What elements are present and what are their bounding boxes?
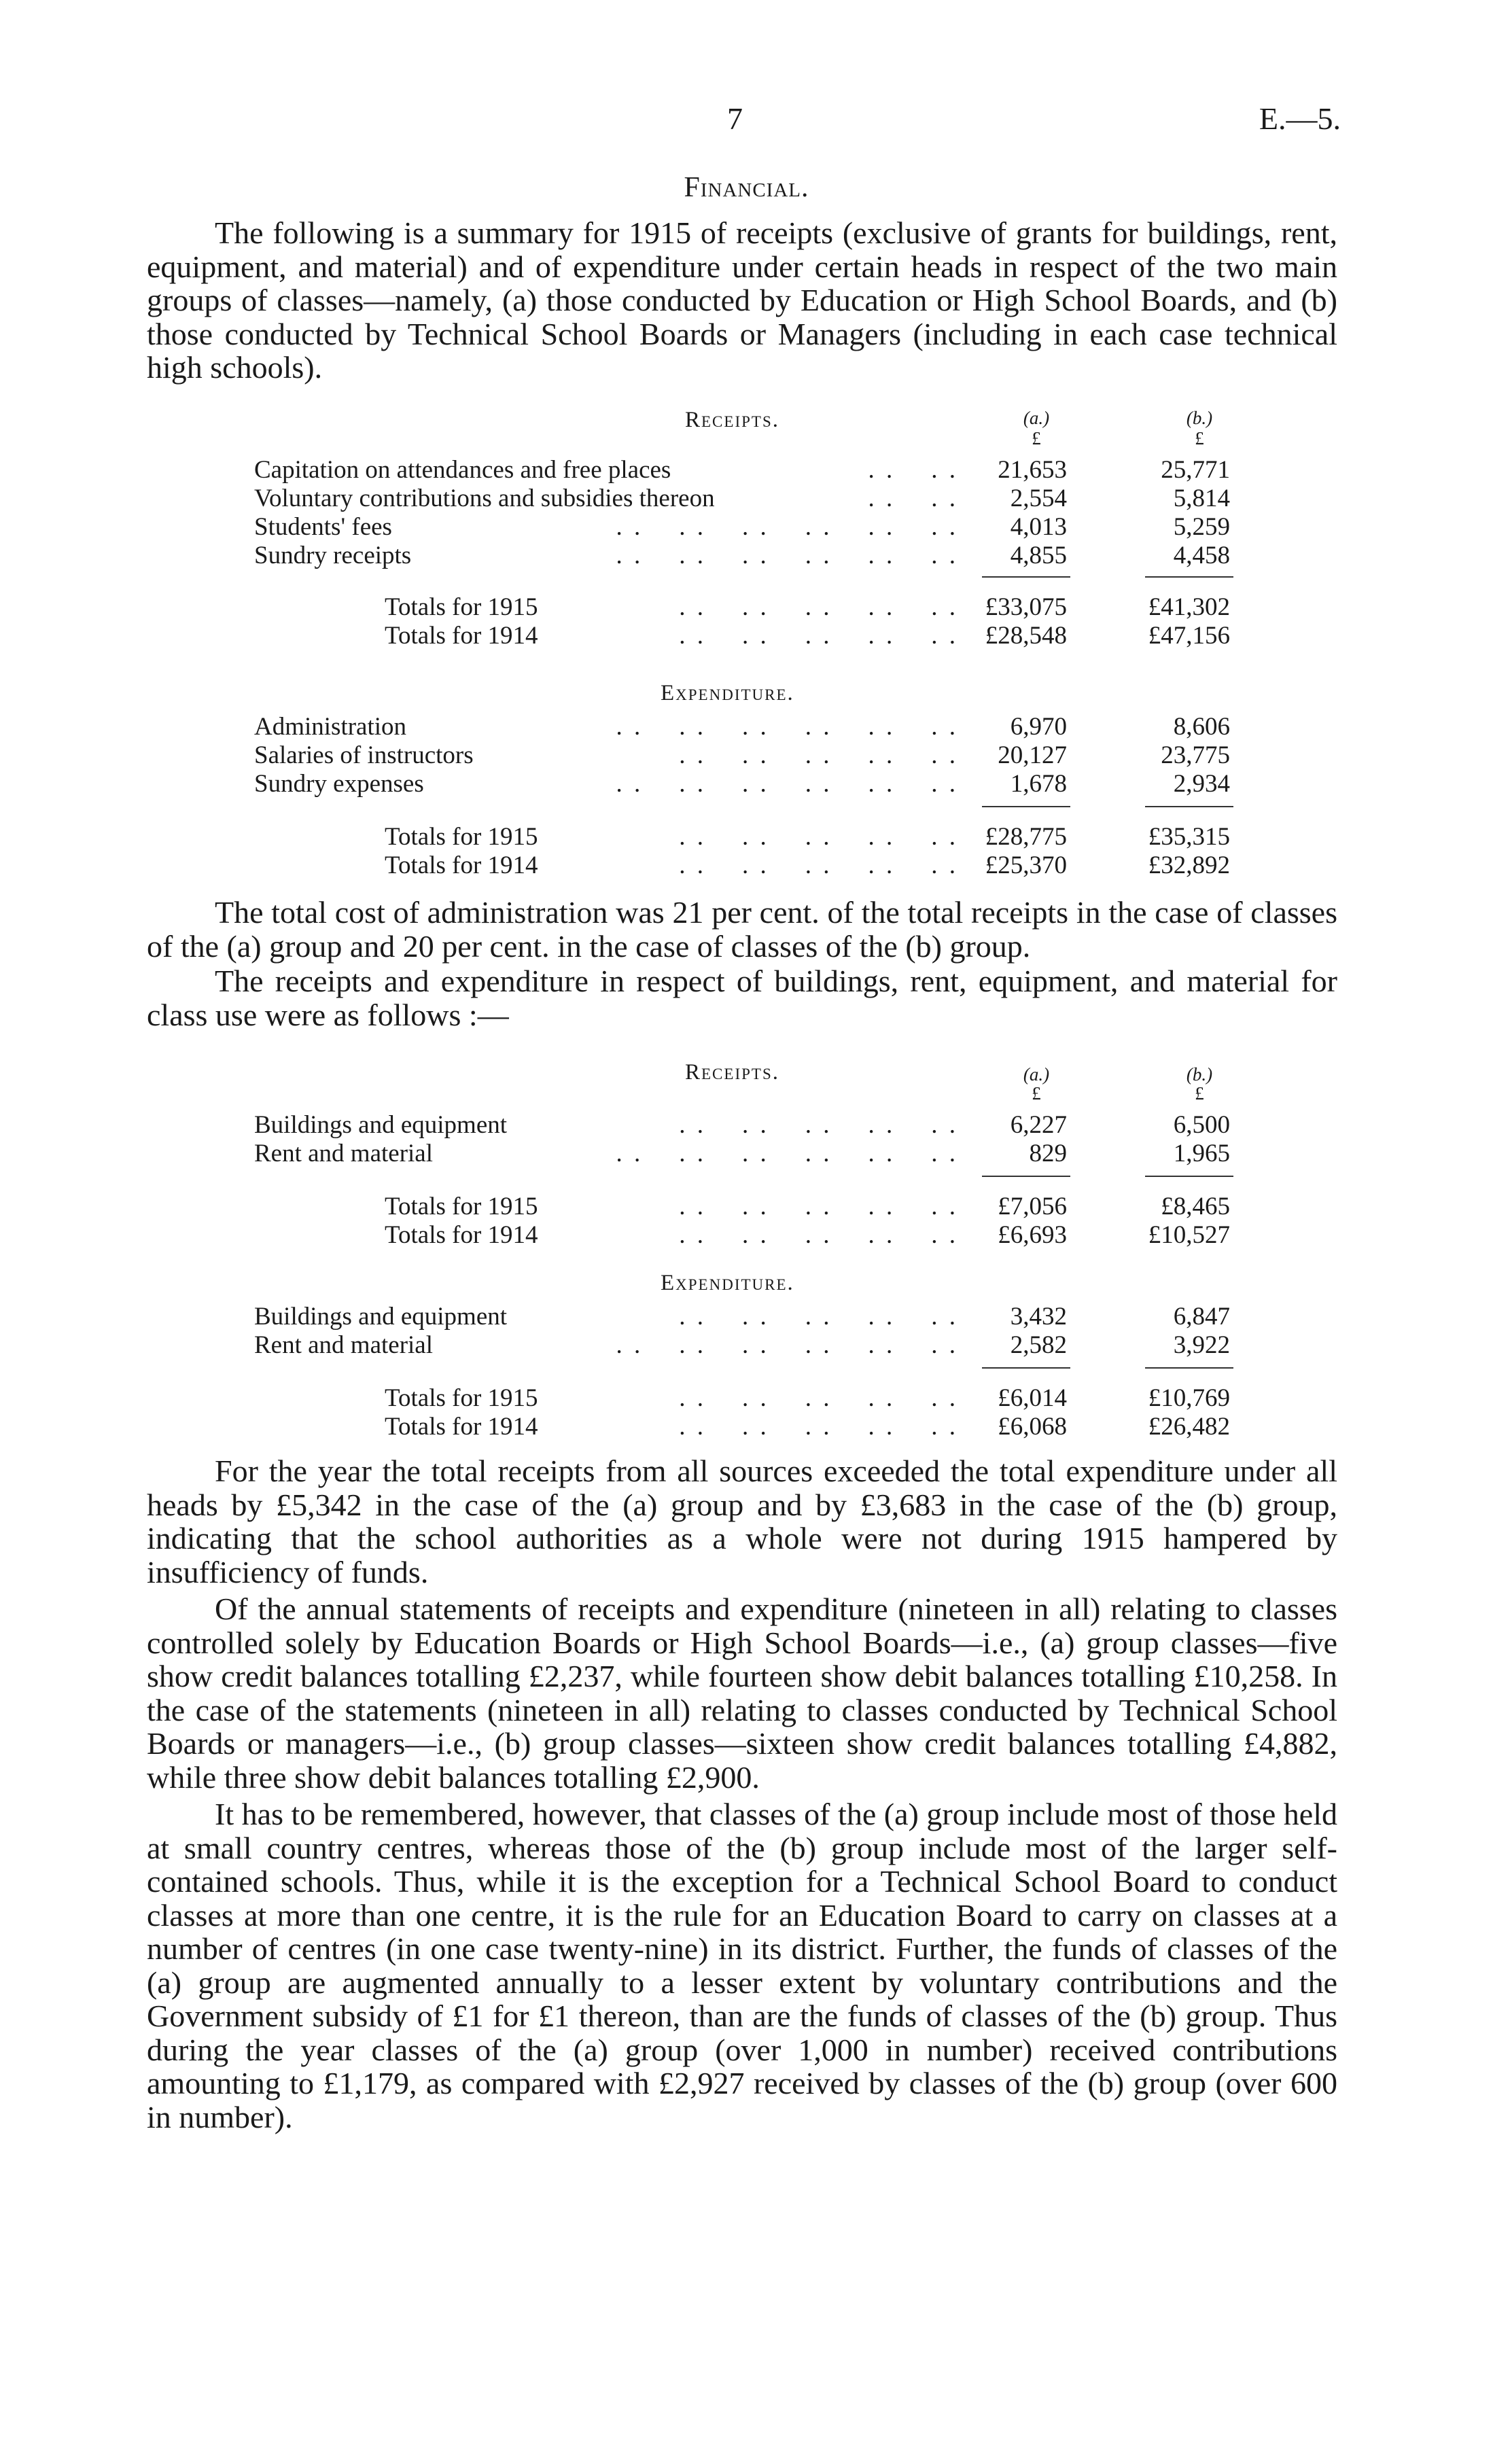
leader-dots: . . . . . . . . . . [679, 622, 958, 650]
leader-dots: . . . . . . . . . . . . [616, 713, 958, 741]
leader-dots: . . . . . . . . . . [679, 1303, 958, 1331]
subtotal-rule-a [982, 1176, 1070, 1177]
leader-dots: . . . . . . . . . . [679, 741, 958, 769]
value-b: £26,482 [1148, 1413, 1230, 1441]
table2-expenditure-heading: Expenditure. [661, 1271, 794, 1295]
leader-dots: . . . . . . . . . . . . [616, 542, 958, 569]
value-b: 23,775 [1161, 741, 1230, 769]
intro-paragraph: The following is a summary for 1915 of receipts (exclusive of grants for buildings, rent, equipment, and material) and of expenditure under certain heads in respect of the two main groups of classes—namely, (a) those conducted by Education or High School Boards, and (b) those conducted by Technical School Boards or Managers (including in each case technical high schools). [147, 215, 1337, 385]
value-a: £7,056 [998, 1193, 1067, 1220]
value-b: £10,769 [1148, 1384, 1230, 1412]
leader-dots: . . . . . . . . . . . . [616, 1140, 958, 1167]
subtotal-rule-b [1145, 1176, 1233, 1177]
value-b: 5,814 [1173, 485, 1230, 512]
value-b: 5,259 [1173, 513, 1230, 541]
leader-dots: . . . . . . . . . . [679, 1384, 958, 1412]
leader-dots: . . . . [868, 456, 958, 484]
table1-col-b-header: (b.) [1186, 408, 1213, 428]
subtotal-rule-b [1145, 1367, 1233, 1369]
value-a: 20,127 [998, 741, 1067, 769]
row-label: Rent and material [254, 1331, 434, 1359]
leader-dots: . . . . . . . . . . . . [616, 1331, 958, 1359]
value-b: £35,315 [1148, 823, 1230, 851]
row-label: Buildings and equipment [254, 1303, 508, 1331]
subtotal-rule-a [982, 806, 1070, 807]
annual-statements-paragraph: Of the annual statements of receipts and expenditure (nineteen in all) relating to classes controlled solely by Education Boards or High School Boards—i.e., (a) group classes—five show credit balances totalling £2,237, while fourteen show debit balances totalling £10,258. In the case of the statements (nineteen in all) relating to classes conducted by Technical School Boards or managers—i.e., (b) group classes—sixteen show credit balances totalling £4,882, while three show debit balances totalling £2,900. [147, 1591, 1337, 1795]
leader-dots: . . . . . . . . . . [679, 1413, 958, 1441]
value-b: 6,847 [1173, 1303, 1230, 1331]
value-a: £25,370 [985, 851, 1067, 879]
row-label: Rent and material [254, 1140, 434, 1167]
leader-dots: . . . . . . . . . . [679, 851, 958, 879]
table1-receipts-heading: Receipts. [685, 408, 779, 432]
leader-dots: . . . . [868, 485, 958, 512]
value-a: £28,775 [985, 823, 1067, 851]
value-b: £41,302 [1148, 593, 1230, 621]
value-a: 3,432 [1010, 1303, 1067, 1331]
value-b: 8,606 [1173, 713, 1230, 741]
subtotal-rule-b [1145, 576, 1233, 578]
value-b: 6,500 [1173, 1111, 1230, 1139]
remember-paragraph: It has to be remembered, however, that classes of the (a) group include most of those held at small country centres, whereas those of the (b) group include most of the larger self-contained schools. Thus, while it is the exception for a Technical School Board to conduct classes at more than one centre, it is the rule for an Education Board to carry on classes at a number of centres (in one case twenty-nine) in its district. Further, the funds of classes of the (a) group are augmented annually to a lesser extent by voluntary contributions and the Government subsidy of £1 for £1 thereon, than are the funds of classes of the (b) group. Thus during the year classes of the (a) group (over 1,000 in number) received contributions amounting to £1,179, as compared with £2,927 received by classes of the (b) group (over 600 in number). [147, 1797, 1337, 2134]
leader-dots: . . . . . . . . . . [679, 1111, 958, 1139]
table2-col-a-currency: £ [1032, 1083, 1041, 1104]
value-b: £10,527 [1148, 1221, 1230, 1249]
table2-col-b-currency: £ [1195, 1083, 1204, 1104]
leader-dots: . . . . . . . . . . . . [616, 770, 958, 798]
value-a: £6,068 [998, 1413, 1067, 1441]
buildings-intro-paragraph: The receipts and expenditure in respect of buildings, rent, equipment, and material for class use were as follows :— [147, 964, 1337, 1032]
subtotal-rule-a [982, 1367, 1070, 1369]
value-b: £47,156 [1148, 622, 1230, 650]
row-label: Totals for 1914 [385, 851, 538, 879]
value-b: 2,934 [1173, 770, 1230, 798]
table1-col-a-currency: £ [1032, 428, 1041, 448]
subtotal-rule-a [982, 576, 1070, 578]
table1-col-a-header: (a.) [1023, 408, 1050, 428]
row-label: Totals for 1914 [385, 1413, 538, 1441]
value-b: 25,771 [1161, 456, 1230, 484]
leader-dots: . . . . . . . . . . [679, 593, 958, 621]
value-a: 6,227 [1010, 1111, 1067, 1139]
row-label: Buildings and equipment [254, 1111, 508, 1139]
table2-receipts-heading: Receipts. [685, 1060, 779, 1085]
value-b: 3,922 [1173, 1331, 1230, 1359]
value-a: 1,678 [1010, 770, 1067, 798]
leader-dots: . . . . . . . . . . [679, 1193, 958, 1220]
value-a: £33,075 [985, 593, 1067, 621]
row-label: Capitation on attendances and free places [254, 456, 671, 484]
value-a: 21,653 [998, 456, 1067, 484]
value-b: 1,965 [1173, 1140, 1230, 1167]
value-a: 6,970 [1010, 713, 1067, 741]
value-a: 4,855 [1010, 542, 1067, 569]
leader-dots: . . . . . . . . . . . . [616, 513, 958, 541]
row-label: Totals for 1914 [385, 622, 538, 650]
value-b: £8,465 [1161, 1193, 1230, 1220]
value-a: 2,554 [1010, 485, 1067, 512]
row-label: Totals for 1914 [385, 1221, 538, 1249]
page-number: 7 [727, 101, 743, 136]
row-label: Sundry receipts [254, 542, 412, 569]
section-heading: Financial. [684, 172, 809, 203]
value-b: £32,892 [1148, 851, 1230, 879]
value-a: £6,693 [998, 1221, 1067, 1249]
value-a: £28,548 [985, 622, 1067, 650]
row-label: Students' fees [254, 513, 392, 541]
table2-col-b-header: (b.) [1186, 1064, 1213, 1085]
value-a: 4,013 [1010, 513, 1067, 541]
row-label: Salaries of instructors [254, 741, 474, 769]
row-label: Totals for 1915 [385, 1384, 538, 1412]
row-label: Administration [254, 713, 407, 741]
table1-col-b-currency: £ [1195, 428, 1204, 448]
table2-col-a-header: (a.) [1023, 1064, 1050, 1085]
admin-cost-paragraph: The total cost of administration was 21 per cent. of the total receipts in the case of classes of the (a) group and 20 per cent. in the case of classes of the (b) group. [147, 895, 1337, 964]
row-label: Sundry expenses [254, 770, 424, 798]
row-label: Voluntary contributions and subsidies thereon [254, 485, 715, 512]
value-a: 829 [1029, 1140, 1067, 1167]
leader-dots: . . . . . . . . . . [679, 1221, 958, 1249]
year-receipts-paragraph: For the year the total receipts from all sources exceeded the total expenditure under all heads by £5,342 in the case of the (a) group and by £3,683 in the case of the (b) group, indicating that the school authorities as a whole were not during 1915 hampered by insufficiency of funds. [147, 1454, 1337, 1589]
row-label: Totals for 1915 [385, 1193, 538, 1220]
subtotal-rule-b [1145, 806, 1233, 807]
value-a: 2,582 [1010, 1331, 1067, 1359]
row-label: Totals for 1915 [385, 823, 538, 851]
value-a: £6,014 [998, 1384, 1067, 1412]
row-label: Totals for 1915 [385, 593, 538, 621]
document-reference: E.—5. [1259, 101, 1341, 136]
leader-dots: . . . . . . . . . . [679, 823, 958, 851]
value-b: 4,458 [1173, 542, 1230, 569]
table1-expenditure-heading: Expenditure. [661, 681, 794, 705]
